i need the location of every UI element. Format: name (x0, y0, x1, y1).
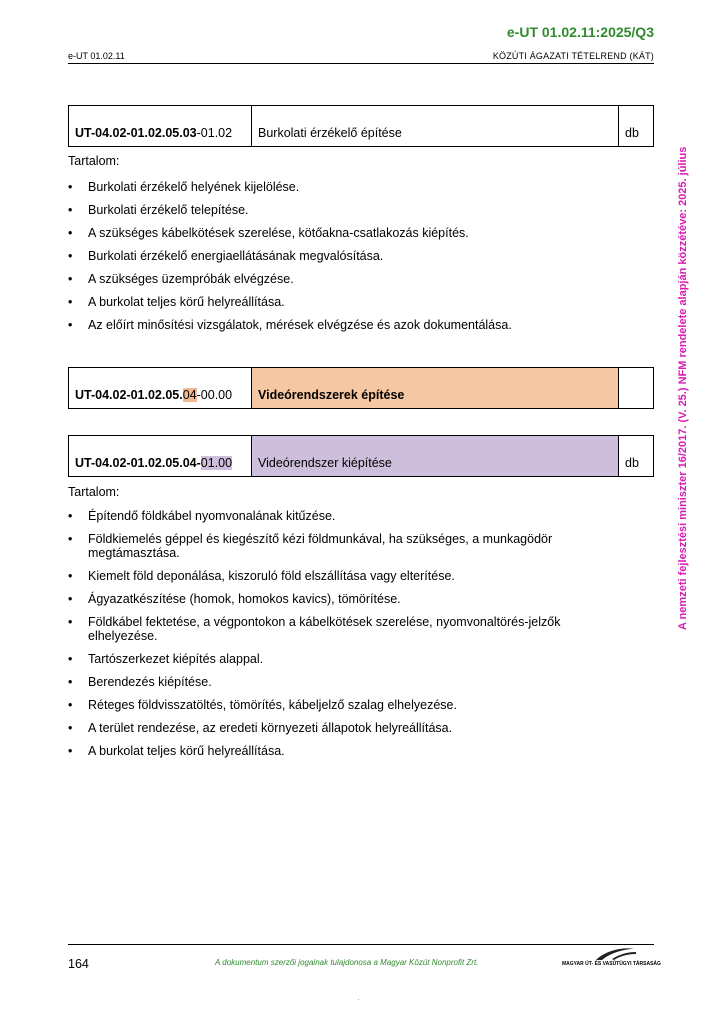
list-item: • A szükséges üzempróbák elvégzése. (68, 272, 608, 286)
item-table-1 (68, 105, 654, 147)
logo-text: MAGYAR ÚT- ÉS VASÚTÜGYI TÁRSASÁG (562, 961, 661, 967)
list-item: • Kiemelt föld deponálása, kiszoruló föld elszállítása vagy elterítése. (68, 569, 608, 583)
item-unit: db (619, 436, 654, 477)
item-unit: db (619, 106, 654, 147)
item-code-suffix: -01.02 (196, 126, 233, 140)
item-code-main: UT-04.02-01.02.05. (75, 388, 183, 402)
footer-divider (68, 944, 654, 945)
item-table-3 (68, 435, 654, 477)
item-unit (619, 368, 654, 409)
list-item: • Ágyazatkészítése (homok, homokos kavics), tömörítése. (68, 592, 608, 606)
list-item: • A burkolat teljes körű helyreállítása. (68, 295, 608, 309)
item-code-main: UT-04.02-01.02.05.03 (75, 126, 197, 140)
page-dot: · (357, 995, 360, 1004)
list-item: • A terület rendezése, az eredeti környezeti állapotok helyreállítása. (68, 721, 608, 735)
item-title: Burkolati érzékelő építése (252, 106, 619, 147)
item-code-highlight: 04 (182, 388, 197, 402)
page-number: 164 (68, 957, 89, 971)
content-label: Tartalom: (68, 485, 120, 499)
item-code-dash: - (196, 456, 201, 470)
header-right: KÖZÚTI ÁGAZATI TÉTELREND (KÁT) (492, 51, 654, 61)
table-row (69, 436, 654, 477)
item-table-2 (68, 367, 654, 409)
list-item: • Burkolati érzékelő telepítése. (68, 203, 608, 217)
list-item: • Tartószerkezet kiépítés alappal. (68, 652, 608, 666)
table-row (69, 368, 654, 409)
table-row (69, 106, 654, 147)
side-note: A nemzeti fejlesztési miniszter 16/2017. (V. 25.) NFM rendelete alapján közzétéve: 2025. július (677, 146, 689, 630)
item-code-suffix: -00.00 (196, 388, 233, 402)
header-left: e-UT 01.02.11 (68, 51, 125, 61)
list-item: • Burkolati érzékelő helyének kijelölése. (68, 180, 608, 194)
list-item: • Burkolati érzékelő energiaellátásának megvalósítása. (68, 249, 608, 263)
list-item: • Földkábel fektetése, a végpontokon a kábelkötések szerelése, nyomvonaltörés-jelzők elhelyezése. (68, 615, 608, 643)
item-code (69, 436, 252, 477)
list-item: • Berendezés kiépítése. (68, 675, 608, 689)
list-item: • Építendő földkábel nyomvonalának kitűzése. (68, 509, 608, 523)
content-list-1 (68, 180, 608, 341)
header-divider (68, 63, 654, 64)
list-item: • Réteges földvisszatöltés, tömörítés, kábeljelző szalag elhelyezése. (68, 698, 608, 712)
item-code-highlight: 01.00 (200, 456, 233, 470)
item-code (69, 368, 252, 409)
item-title (252, 368, 619, 409)
list-item: • Földkiemelés géppel és kiegészítő kézi földmunkával, ha szükséges, a munkagödör megtámasztása. (68, 532, 608, 560)
list-item: • A burkolat teljes körű helyreállítása. (68, 744, 608, 758)
item-code (69, 106, 252, 147)
item-title: Videórendszer kiépítése (252, 436, 619, 477)
logo-swoosh-icon (562, 946, 654, 962)
content-list-2 (68, 509, 608, 767)
copyright-notice: A dokumentum szerzői jogainak tulajdonosa a Magyar Közút Nonprofit Zrt. (215, 958, 479, 967)
publisher-logo (562, 946, 661, 972)
content-label: Tartalom: (68, 154, 120, 168)
item-code-main: UT-04.02-01.02.05.04 (75, 456, 197, 470)
item-title-text: Videórendszerek építése (258, 388, 405, 402)
doc-code: e-UT 01.02.11:2025/Q3 (506, 24, 654, 40)
list-item: • A szükséges kábelkötések szerelése, kötőakna-csatlakozás kiépítés. (68, 226, 608, 240)
list-item: • Az előírt minősítési vizsgálatok, mérések elvégzése és azok dokumentálása. (68, 318, 608, 332)
